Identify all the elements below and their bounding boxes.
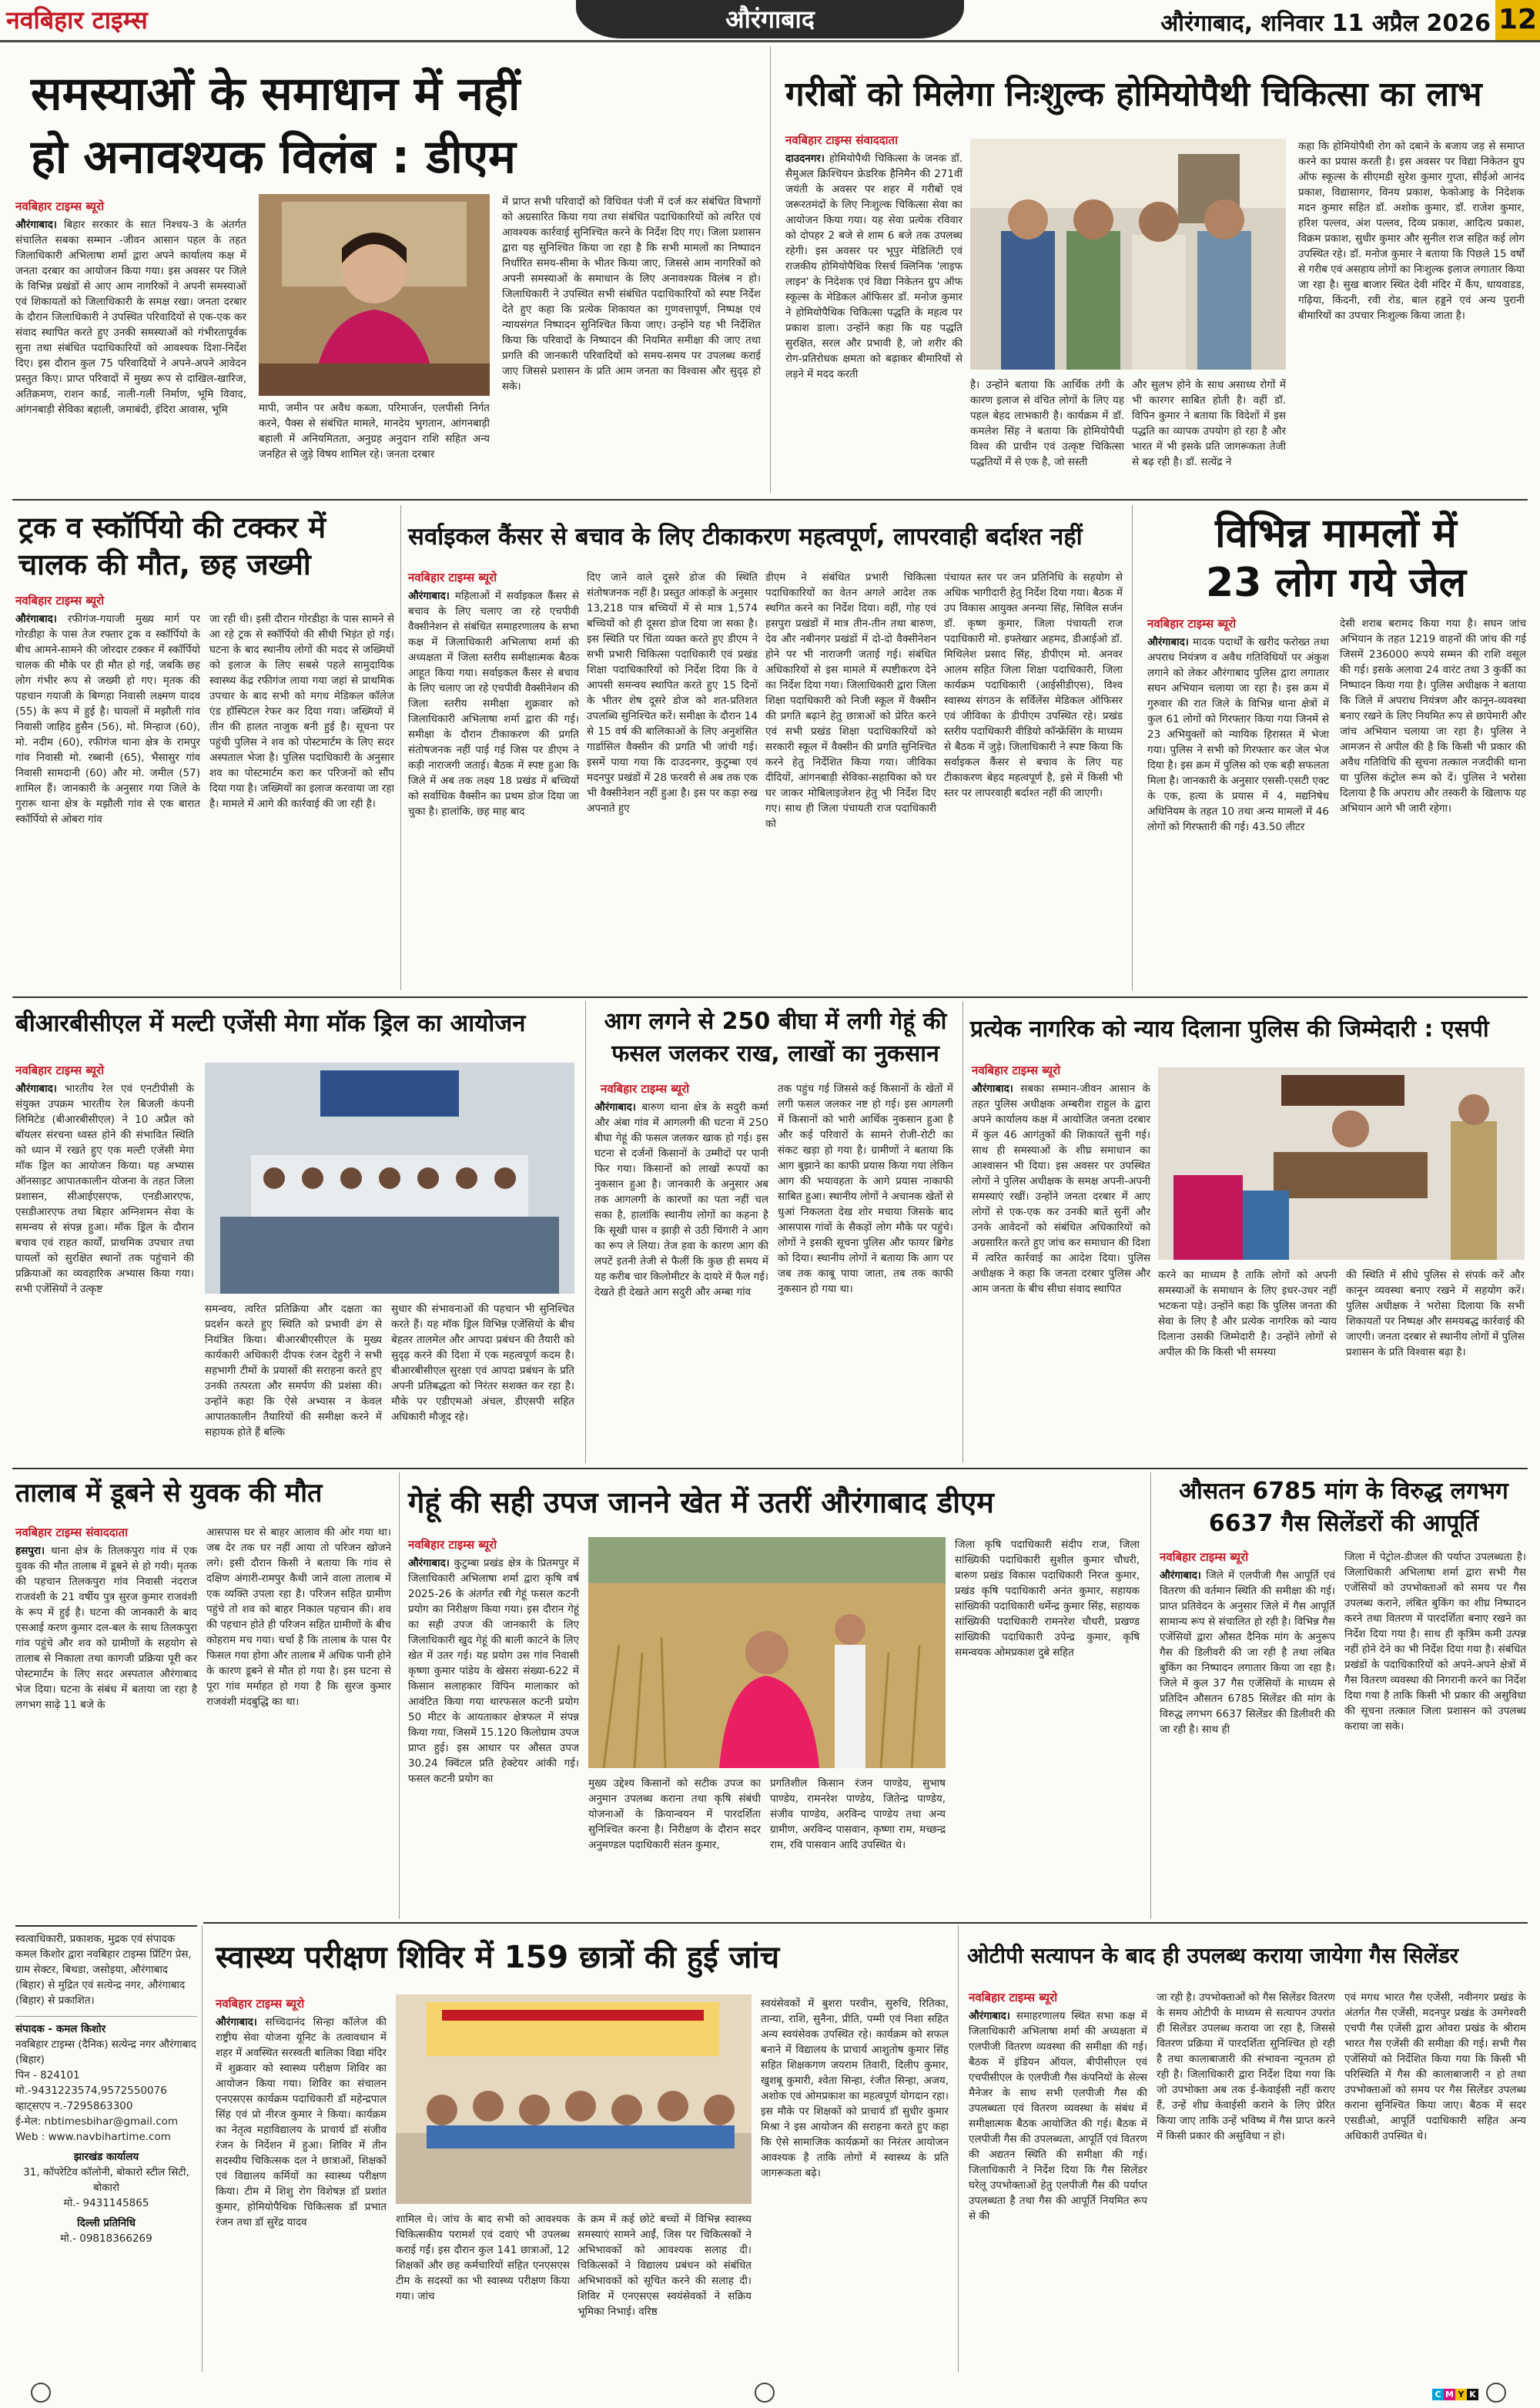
credits-office: नवबिहार टाइम्स (दैनिक) सत्येन्द्र नगर औरंगाबाद (बिहार) [15,2038,196,2066]
credits-email: ई-मेल: nbtimesbihar@gmail.com [15,2115,179,2128]
story-sp-col1: औरंगाबाद। सबका सम्मान-जीवन आसान के तहत पुलिस अधीक्षक अम्बरीश राहुल के द्वारा अपने कार्यालय कक्ष में आयोजित जनता दरबार में कुल 46 आगंतुकों की शिकायतें सुनी गई। साथ ही समस्याओं के शीघ्र समाधान का आश्वासन भी दिया। इस अवसर पर उपस्थित लोगों ने पुलिस अधीक्षक के समक्ष अपनी-अपनी समस्याएं रखीं। उन्होंने जनता दरबार में आए लोगों से एक-एक कर उनकी बातें सुनीं और उनके आवेदनों को संबंधित अधिकारियों को अग्रसारित करते हुए जांच कर समाधान की दिशा में त्वरित कार्रवाई का आदेश दिया। पुलिस अधीक्षक ने कहा कि जनता दरबार पुलिस और आम जनता के बीच सीधा संवाद स्थापित [972,1083,1150,1295]
story-sp-col3: की स्थिति में सीधे पुलिस से संपर्क करें और कानून व्यवस्था बनाए रखने में सहयोग करें। पुलिस अधीक्षक ने भरोसा दिलाया कि सभी शिकायतों पर निष्पक्ष और समयबद्ध कार्रवाई की जाएगी। जनता दरबार से स्थानीय लोगों में पुलिस प्रशासन के प्रति विश्वास बढ़ा है। [1346,1269,1525,1358]
story-fire-headline-line2: फसल जलकर राख, लाखों का नुकसान [611,1040,939,1067]
story-dm-col1: औरंगाबाद। बिहार सरकार के सात निश्चय-3 के अंतर्गत संचालित सबका सम्मान -जीवन आसान पहल के तहत जिलाधिकारी अभिलाषा शर्मा द्वारा अपने कार्यालय कक्ष में जनता दरबार का आयोजन किया गया। इस अवसर पर जिले के विभिन्न प्रखंडों से आए आम नागरिकों ने अपनी समस्याओं एवं शिकायतों को जिलाधिकारी के समक्ष रखा। जनता दरबार के दौरान जिलाधिकारी ने उपस्थित परिवादियों से एक-एक कर संवाद स्थापित करते हुए उनकी समस्याओं को गंभीरतापूर्वक सुना तथा संबंधित पदाधिकारियों को आवश्यक दिशा-निर्देश दिए। इस दौरान कुल 75 परिवादियों ने अपने-अपने आवेदन प्रस्तुत किए। प्राप्त परिवादों में मुख्य रूप से दाखिल-खारिज, अतिक्रमण, राशन कार्ड, नाली-गली निर्माण, भूमि विवाद, आंगनबाड़ी सेविका बहाली, जमाबंदी, इंदिरा आवास, भूमि [15,219,246,416]
story-accident-headline-line1: ट्रक व स्कॉर्पियो की टक्कर में [18,511,326,544]
story-cervical-byline: नवबिहार टाइम्स ब्यूरो [408,571,497,584]
credits-delhi-phone: मो.- 09818366269 [60,2232,152,2245]
story-homeopathy-photo [970,139,1286,370]
story-lpg-col1: औरंगाबाद। जिले में एलपीजी गैस आपूर्ति एवं वितरण की वर्तमान स्थिति की समीक्षा की गई। प्राप्त प्रतिवेदन के अनुसार जिले में गैस आपूर्ति सामान्य रूप से संचालित हो रही है। विभिन्न गैस एजेंसियों द्वारा औसत दैनिक मांग के अनुरूप गैस की डिलीवरी की जा रही है तथा लंबित बुकिंग का निष्पादन लगातार किया जा रहा है। जिले में कुल 37 गैस एजेंसियों के माध्यम से प्रतिदिन औसतन 6785 सिलेंडर की मांग के विरुद्ध लगभग 6637 सिलेंडर की डिलीवरी की जा रही है। साथ ही [1160,1569,1335,1736]
story-dm-col2: मापी, जमीन पर अवैध कब्जा, परिमार्जन, एलपीसी निर्गत करने, पैक्स से संबंधित मामले, मानदेय भुगतान, आंगनबाड़ी बहाली में अनियमितता, अनुग्रह अनुदान राशि सहित अन्य जनहित से जुड़े विषय शामिल रहे। जनता दरबार [259,402,490,461]
story-mockdrill-col1: औरंगाबाद। भारतीय रेल एवं एनटीपीसी के संयुक्त उपक्रम भारतीय रेल बिजली कंपनी लिमिटेड (बीआरबीसीएल) ने 10 अप्रैल को बॉयलर संरचना ध्वस्त होने की संभावित स्थिति को ध्यान में रखते हुए एक मल्टी एजेंसी मेगा मॉक ड्रिल का आयोजन किया। यह अभ्यास ऑनसाइट आपातकालीन योजना के तहत जिला प्रशासन, सीआईएसएफ, एनडीआरएफ, एसडीआरएफ तथा बिहार अग्निशमन सेवा के समन्वय से संपन्न हुआ। मॉक ड्रिल के दौरान बचाव एवं राहत कार्यों, प्राथमिक उपचार तथा घायलों को सुरक्षित स्थानों तक पहुंचाने की प्रक्रियाओं का व्यवहारिक अभ्यास किया गया। सभी एजेंसियों ने उत्कृष्ट [15,1083,194,1295]
credits-jharkhand-phone: मो.- 9431145865 [63,2197,149,2209]
story-lpg-byline: नवबिहार टाइम्स ब्यूरो [1160,1550,1249,1564]
story-drowning-headline: तालाब में डूबने से युवक की मौत [15,1478,323,1509]
story-homeopathy-col3: और सुलभ होने के साथ असाध्य रोगों में भी कारगर साबित होती है। वहीं डॉ. विपिन कुमार ने बताया कि विदेशों में इस पद्धति का व्यापक उपयोग हो रहा है और भारत में भी इसके प्रति जागरूकता तेजी से बढ़ रही है। डॉ. सत्येंद्र ने [1132,379,1286,468]
story-sp-photo [1158,1067,1525,1260]
story-wheat-headline: गेहूं की सही उपज जानने खेत में उतरीं औरंगाबाद डीएम [408,1485,994,1519]
story-health-col3: के क्रम में कई छोटे बच्चों में विभिन्न स्वास्थ्य समस्याएं सामने आईं, जिस पर चिकित्सकों ने अभिभावकों को आवश्यक सलाह दी। चिकित्सकों ने विद्यालय प्रबंधन को संबंधित अभिभावकों को सूचित करने की सलाह दी। शिविर में एनएसएस स्वयंसेवकों ने सक्रिय भूमिका निभाई। वरिष्ठ [578,2213,752,2318]
story-health-byline: नवबिहार टाइम्स ब्यूरो [216,1997,305,2011]
credits-jharkhand-address: 31, कॉपरेटिव कॉलोनी, बोकारो स्टील सिटी, बोकारो [23,2166,189,2194]
story-drowning-col1: हसपुरा। थाना क्षेत्र के तिलकपुरा गांव में एक युवक की मौत तालाब में डूबने से हो गयी। मृतक की पहचान तिलकपुरा गांव निवासी नंदराज राजवंशी के 21 वर्षीय पुत्र सुरज कुमार राजवंशी के रूप में हुई है। घटना की जानकारी के बाद एसआई करण कुमार दल-बल के साथ तिलकपुरा गांव पहुंचे और शव को ग्रामीणों के सहयोग से तालाब से निकाला तथा कागजी प्रक्रिया पूरी कर पोस्टमार्टम के लिए सदर अस्पताल औरंगाबाद भेज दिया। घटना के संबंध में बताया जा रहा है लगभग साढ़े 11 बजे के [15,1545,197,1711]
cmyk-color-bar [1432,2386,1478,2400]
story-cervical-col3: डीएम ने संबंधित प्रभारी चिकित्सा पदाधिकारियों का वेतन अगले आदेश तक स्थगित करने का निर्देश दिया। वहीं, गोह एवं हसपुरा प्रखंडों में मात्र तीन-तीन तथा बारुण, देव और नबीनगर प्रखंडों में दो-दो वैक्सीनेशन होने पर भी नाराजगी जताई गई। संबंधित अधिकारियों से इस मामले में स्पष्टीकरण देने का निर्देश दिया गया। जिलाधिकारी द्वारा जिला शिक्षा पदाधिकारी को निजी स्कूल में वैक्सीन की प्रगति बढ़ाने हेतु छात्राओं को प्रेरित करने एवं सभी प्रखंड शिक्षा पदाधिकारियों को सरकारी स्कूल में वैक्सीन की प्रगति सुनिश्चित करने हेतु निर्देशित किया गया। जीविका दीदियों, आंगनबाड़ी सेविका-सहायिका को घर घर जाकर मोबिलाइजेशन हेतु भी निर्देश दिए गए। साथ ही जिला पंचायती राज पदाधिकारी को [765,571,936,830]
story-health-photo [396,1994,752,2204]
credits-whatsapp: व्हाट्सएप न.-7295863300 [15,2100,133,2112]
brand-logo: नवबिहार टाइम्स [6,5,148,35]
story-homeopathy-col1: दाउदनगर। होमियोपैथी चिकित्सा के जनक डॉ. सैमुअल क्रिश्चियन फ्रेडरिक हैनिमैन की 271वीं जयंती के अवसर पर शहर में गरीबों एवं जरूरतमंदों के लिए निःशुल्क चिकित्सा सेवा का आयोजन किया गया। यह सेवा प्रत्येक रविवार को दोपहर 2 बजे से शाम 6 बजे तक उपलब्ध रहेगी। इस अवसर पर भूपुर मेडिलिटी एवं राजकीय होमियोपैथिक रिसर्च क्लिनिक 'लाइफ लाइन' के निदेशक एवं विद्या निकेतन ग्रुप ऑफ स्कूल्स के मेडिकल ऑफिसर डॉ. मनोज कुमार ने होमियोपैथिक चिकित्सा पद्धति के महत्व पर प्रकाश डाला। उन्होंने कहा कि यह पद्धति सुरक्षित, सरल और प्रभावी है, जो शरीर की रोग-प्रतिरोधक क्षमता को बढ़ाकर बीमारियों से लड़ने में मदद करती [785,152,962,380]
story-jail-col1: औरंगाबाद। मादक पदार्थों के खरीद फरोख्त तथा अपराध नियंत्रण व अवैध गतिविधियों पर अंकुश लगाने को लेकर औरंगाबाद पुलिस द्वारा लगातार सघन अभियान चलाया जा रहा है। इस क्रम में गुरुवार की रात जिले के विभिन्न थाना क्षेत्रों में कुल 61 लोगों को गिरफ्तार किया गया जिनमें से 23 अभियुक्तों को न्यायिक हिरासत में भेजा गया। पुलिस ने सभी को गिरफ्तार कर जेल भेज दिया है। इस क्रम में पुलिस को एक बड़ी सफलता मिला है। जानकारी के अनुसार एससी-एसटी एक्ट के एक, हत्या के प्रयास में 4, मद्यनिषेध अधिनियम के तहत 10 तथा अन्य मामलों में 46 लोगों को गिरफ्तारी की गई। 43.50 लीटर [1147,636,1329,833]
story-cervical-col4: पंचायत स्तर पर जन प्रतिनिधि के सहयोग से अधिक भागीदारी हेतु निर्देश दिया गया। बैठक में उप विकास आयुक्त अनन्या सिंह, सिविल सर्जन डॉ. कृष्ण कुमार, जिला पंचायती राज पदाधिकारी मो. इफ्तेखार अहमद, डीआईओ डॉ. मिथिलेश प्रसाद सिंह, डीपीएम मो. अनवर आलम सहित जिला शिक्षा पदाधिकारी, जिला कार्यक्रम पदाधिकारी (आईसीडीएस), विश्व स्वास्थ्य संगठन के सर्विलेंस मेडिकल ऑफिसर एवं जीविका के डीपीएम उपस्थित रहे। प्रखंड स्तरीय पदाधिकारी वीडियो कॉन्फ्रेंसिंग के माध्यम से बैठक में जुड़े। जिलाधिकारी ने स्पष्ट किया कि सर्वाइकल कैंसर से बचाव के लिए यह टीकाकरण बेहद महत्वपूर्ण है, इसे में किसी भी स्तर पर लापरवाही बर्दाश्त नहीं की जाएगी। [944,571,1123,799]
story-jail-headline-line2: 23 लोग गये जेल [1206,560,1466,606]
story-wheat-col3: जिला कृषि पदाधिकारी संदीप राज, जिला सांख्यिकी पदाधिकारी सुशील कुमार चौधरी, बारुण प्रखंड विकास पदाधिकारी निरज कुमार, प्रखंड कृषि पदाधिकारी अनंत कुमार, सहायक सांख्यिकी पदाधिकारी धर्मेन्द्र कुमार सिंह, सहायक सांख्यिकी पदाधिकारी रामनरेश चौधरी, प्रखण्ड सांख्यिकी पदाधिकारी उपेन्द्र कुमार, कृषि समन्वयक ओमप्रकाश दुबे सहित [955,1539,1140,1659]
story-mockdrill-col3: सुधार की संभावनाओं की पहचान भी सुनिश्चित करते हैं। यह मॉक ड्रिल विभिन्न एजेंसियों के बीच बेहतर तालमेल और आपदा प्रबंधन की तैयारी को सुदृढ़ करने की दिशा में एक महत्वपूर्ण कदम है। बीआरबीसीएल सुरक्षा एवं आपदा प्रबंधन के प्रति अपनी प्रतिबद्धता को निरंतर सशक्त कर रहा है। मौके पर एडीएमओ अंचल, डीएसपी सहित अधिकारी मौजूद रहे। [391,1303,574,1423]
publisher-credits [15,1925,197,2378]
story-otp-byline: नवबिहार टाइम्स ब्यूरो [969,1991,1058,2004]
section-title: औरंगाबाद [576,0,964,39]
story-homeopathy-col4: कहा कि होमियोपैथी रोग को दबाने के बजाय जड़ से समाप्त करने का प्रयास करती है। इस अवसर पर विद्या निकेतन ग्रुप ऑफ स्कूल्स के सीएमडी सुरेश कुमार गुप्ता, सीईओ आनंद प्रकाश, विद्यासागर, विनय प्रकाश, फेकोआइ के निदेशक मदन कुमार सहित डॉ. अशोक कुमार, डॉ. राजेश कुमार, हरिश पल्लव, अंश पल्लव, दिव्य प्रकाश, आदित्य प्रकाश, विक्रम प्रकाश, सुधीर कुमार और सुनील राज सहित कई लोग उपस्थित रहे। डॉ. मनोज कुमार ने बताया कि पिछले 15 वर्षों से गरीब एवं असहाय लोगों का निःशुल्क इलाज लगातार किया जा रहा है। सुख बाजार स्थित देवी मंदिर में कैंप, धायवाडड, गढ़िया, किंदनी, रवी रोड, बाल हड्डने एवं अन्य पुरानी बीमारियों का उपचार निःशुल्क किया जाता है। [1298,140,1525,322]
story-sp-col2: करने का माध्यम है ताकि लोगों को अपनी समस्याओं के समाधान के लिए इधर-उधर नहीं भटकना पड़े। उन्होंने कहा कि पुलिस जनता की सेवा के लिए है और प्रत्येक नागरिक को न्याय दिलाना उसकी जिम्मेदारी है। उन्होंने लोगों से अपील की कि किसी भी समस्या [1158,1269,1337,1358]
story-homeopathy-headline: गरीबों को मिलेगा निःशुल्क होमियोपैथी चिकित्सा का लाभ [785,75,1482,114]
story-accident-col2: जा रही थी। इसी दौरान गोरडीहा के पास सामने से आ रहे ट्रक से स्कॉर्पियो की सीधी भिड़ंत हो गई। घटना के बाद स्थानीय लोगों की मदद से जख्मियों को इलाज के लिए सबसे पहले सामुदायिक स्वास्थ्य केंद्र रफीगंज लाया गया जहां से प्राथमिक उपचार के बाद सभी को मगध मेडिकल कॉलेज एंड हॉस्पिटल रेफर कर दिया गया। जख्मियों में तीन की हालत नाजुक बनी हुई है। सूचना पर पहुंची पुलिस ने शव को पोस्टमार्टम के लिए सदर अस्पताल भेजा है। पुलिस पदाधिकारी के अनुसार शव का पोस्टमार्टम करा कर परिजनों को सौंप दिया गया है। जख्मियों का इलाज करवाया जा रहा है। मामले में आगे की कार्रवाई की जा रही है। [209,613,394,810]
story-wheat-photo [588,1537,946,1768]
credits-editor: संपादक - कमल किशोर [15,2023,106,2035]
credits-pin: पिन - 824101 [15,2069,80,2081]
story-health-headline: स्वास्थ्य परीक्षण शिविर में 159 छात्रों की हुई जांच [216,1940,780,1975]
credits-jharkhand-heading: झारखंड कार्यालय [73,2151,139,2163]
story-accident-headline-line2: चालक की मौत, छह जख्मी [18,548,311,581]
story-wheat-col1: औरंगाबाद। कुटुम्बा प्रखंड क्षेत्र के प्रितमपुर में जिलाधिकारी अभिलाषा शर्मा द्वारा कृषि वर्ष 2025-26 के अंतर्गत रबी गेहूं फसल कटनी प्रयोग का निरीक्षण किया गया। इस दौरान गेहूं का सही उपज की जानकारी के लिए जिलाधिकारी खुद गेहूं की बाली काटने के लिए खेत में उतर गई। यह प्रयोग उस गांव निवासी कृष्णा कुमार पांडेय के खेसरा संख्या-622 में किसान सलाहकार विपिन मालाकार को आवंटित किया गया थारफसल कटनी प्रयोग 50 मीटर के आयताकार क्षेत्रफल में संपन्न किया गया, जिसमें 15.120 किलोग्राम उपज प्राप्त हुई। इस आधार पर औसत उपज 30.24 क्विंटल प्रति हेक्टेयर आंकी गई। फसल कटनी प्रयोग का [408,1557,579,1785]
credits-web: Web : www.navbihartime.com [15,2131,171,2143]
cmyk-c: C [1432,2389,1444,2400]
story-otp-col3: एवं मगध भारत गैस एजेंसी, नवीनगर प्रखंड के अंतर्गत गैस एजेंसी, मदनपुर प्रखंड के उमगेश्वरी एचपी गैस एजेंसी द्वारा ओवरा प्रखंड के श्रीराम भारत गैस एजेंसी की समीक्षा की गई। सभी गैस एजेंसियों को निर्देशित किया गया कि किसी भी परिस्थिति में गैस की कालाबाजारी न हो तथा उपभोक्ताओं को समय पर गैस सिलेंडर उपलब्ध कराना सुनिश्चित किया जाए। बैठक में सदर एसडीओ, आपूर्ति पदाधिकारी सहित अन्य अधिकारी उपस्थित थे। [1344,1991,1526,2142]
story-sp-byline: नवबिहार टाइम्स ब्यूरो [972,1063,1061,1077]
story-dm-photo [259,194,490,396]
story-wheat-col2: मुख्य उद्देश्य किसानों को सटीक उपज का अनुमान उपलब्ध कराना तथा कृषि संबंधी योजनाओं के क्रियान्वयन में पारदर्शिता सुनिश्चित करना है। निरीक्षण के दौरान सदर अनुमण्डल पदाधिकारी संतन कुमार, [588,1777,761,1851]
column-divider [770,46,771,493]
story-cervical-headline: सर्वाइकल कैंसर से बचाव के लिए टीकाकरण महत्वपूर्ण, लापरवाही बर्दाश्त नहीं [408,523,1083,551]
story-accident-col1: औरंगाबाद। रफीगंज-गयाजी मुख्य मार्ग पर गोरडीहा के पास तेज रफ्तार ट्रक व स्कॉर्पियो के बीच आमने-सामने की जोरदार टक्कर में स्कॉर्पियो चालक की मौके पर ही मौत हो गई, जबकि छह लोग गंभीर रूप से जख्मी हो गए। मृतक की पहचान गयाजी के बिग्गहा निवासी लक्ष्मण यादव (55) के रूप में हुई है। घायलों में मझौली गांव निवासी जाहिद हुसैन (56), मो. मिन्हाज (60), मो. नदीम (60), रफीगंज थाना क्षेत्र के रामपुर गांव निवासी मो. रब्बानी (65), भैसासुर गांव निवासी सामदानी (60) और मो. जमील (57) शामिल हैं। जानकारी के अनुसार गया जिले के गुरारू थाना क्षेत्र के मझौली गांव से एक बारात स्कॉर्पियो से ओबरा गांव [15,613,200,826]
story-mockdrill-byline: नवबिहार टाइम्स ब्यूरो [15,1063,105,1077]
cmyk-y: Y [1455,2389,1467,2400]
story-fire-col1: औरंगाबाद। बारुण थाना क्षेत्र के सदुरी कर्मा और अंबा गांव में आगलगी की घटना में 250 बीघा गेहूं की फसल जलकर खाक हो गई। इस घटना से दर्जनों किसानों के उम्मीदों पर पानी फिर गया। किसानों को लाखों रूपयों का नुकसान हुआ है। जानकारी के अनुसार अब तक आगलगी के कारणों का पता नहीं चल सका है, हालांकि स्थानीय लोगों का कहना है कि सूखी घास व झाड़ी से उठी चिंगारी ने आग का रूप ले लिया। तेज हवा के कारण आग की लपटें इतनी तेजी से फैलीं कि कुछ ही समय में यह करीब चार किलोमीटर के दायरे में फैल गई। देखते ही देखते आग सदुरी और अम्बा गांव [594,1101,768,1298]
credits-publisher-line: स्वत्वाधिकारी, प्रकाशक, मुद्रक एवं संपादक कमल किशोर द्वारा नवबिहार टाइम्स प्रिंटिंग प्रेस, ग्राम सेक्टर, बिथडा, जसोइया, औरंगाबाद (बिहार) से मुद्रित एवं सत्येन्द्र नगर, औरंगाबाद (बिहार) से प्रकाशित। [15,1933,192,2007]
credits-mobile: मो.-9431223574,9572550076 [15,2085,167,2097]
story-health-col1: औरंगाबाद। सच्चिदानंद सिन्हा कॉलेज की राष्ट्रीय सेवा योजना यूनिट के तत्वावधान में शहर में अवस्थित सरस्वती बालिका विद्या मंदिर में शुक्रवार को स्वास्थ्य परीक्षण शिविर का आयोजन किया गया। शिविर का संचालन एनएसएस कार्यक्रम पदाधिकारी डॉ महेन्द्रपाल सिंह एवं प्रो नीरज कुमार ने किया। कार्यक्रम का नेतृत्व महाविद्यालय के प्राचार्य डॉ संजीव रंजन के निर्देशन में हुआ। शिविर में तीन सदस्यीय चिकित्सक दल ने छात्राओं, शिक्षकों एवं विद्यालय कर्मियों का स्वास्थ्य परीक्षण किया। टीम में शिशु रोग विशेषज्ञ डॉ प्रशांत कुमार, होमियोपैथिक चिकित्सक डॉ प्रभात रंजन तथा डॉ सुरेंद्र यादव [216,2016,387,2229]
story-wheat-byline: नवबिहार टाइम्स ब्यूरो [408,1538,497,1552]
story-dm-headline-line1: समस्याओं के समाधान में नहीं [31,67,521,121]
story-lpg-col2: जिला में पेट्रोल-डीजल की पर्याप्त उपलब्धता है। जिलाधिकारी अभिलाषा शर्मा द्वारा सभी गैस एजेंसियों को उपभोक्ताओं को समय पर गैस उपलब्ध कराने, लंबित बुकिंग का शीघ्र निष्पादन करने तथा वितरण में पारदर्शिता बनाए रखने का निर्देश दिया गया है। साथ ही कृत्रिम कमी उत्पन्न नहीं होने देने का भी निर्देश दिया गया है। संबंधित प्रखंडों के पदाधिकारियों को अपने-अपने क्षेत्रों में गैस वितरण व्यवस्था की निगरानी करने का निर्देश दिया गया है ताकि किसी भी प्रकार की असुविधा की सूचना तत्काल जिला प्रशासन को उपलब्ध कराया जा सके। [1344,1551,1526,1733]
dateline: औरंगाबाद, शनिवार 11 अप्रैल 2026 [1160,10,1491,37]
story-drowning-byline: नवबिहार टाइम्स संवाददाता [15,1526,128,1539]
story-health-col2: शामिल थे। जांच के बाद सभी को आवश्यक चिकित्सकीय परामर्श एवं दवाएं भी उपलब्ध कराई गईं। इस दौरान कुल 141 छात्राओं, 12 शिक्षकों और छह कर्मचारियों सहित एनएसएस टीम के सदस्यों का भी स्वास्थ्य परीक्षण किया गया। जांच [396,2213,570,2303]
story-dm-col3: में प्राप्त सभी परिवादों को विधिवत पंजी में दर्ज कर संबंधित विभागों को अग्रसारित किया गया तथा संबंधित पदाधिकारियों को त्वरित एवं आवश्यक कार्रवाई सुनिश्चित करने के निर्देश दिए गए। जिला प्रशासन द्वारा यह सुनिश्चित किया जा रहा है कि सभी मामलों का निष्पादन निर्धारित समय-सीमा के भीतर किया जाए, जिससे आम नागरिकों को अपनी समस्याओं के समाधान के लिए अनावश्यक विलंब न हो। जिलाधिकारी ने उपस्थित सभी संबंधित पदाधिकारियों को स्पष्ट निर्देश देते हुए कहा कि प्रत्येक शिकायत का गुणवत्तापूर्ण, निष्पक्ष एवं न्यायसंगत निष्पादन सुनिश्चित किया जाए। उन्होंने यह भी निर्देशित किया कि परिवादों के निष्पादन की नियमित समीक्षा की जाए तथा प्रगति की जानकारी परिवादियों को समय-समय पर उपलब्ध कराई जाए जिससे प्रशासन के प्रति आम जनता का विश्वास और सुदृढ़ हो सके। [502,196,761,393]
story-jail-byline: नवबिहार टाइम्स ब्यूरो [1147,617,1237,631]
story-jail-headline-line1: विभिन्न मामलों में [1215,511,1457,557]
story-wheat-col4: प्रगतिशील किसान रंजन पाण्डेय, सुभाष पाण्डेय, रामनरेश पाण्डेय, जितेन्द्र पाण्डेय, संजीव पाण्डेय, अरविन्द पाण्डेय तथा अन्य ग्रामीण, अरविन्द पासवान, कृष्णा राम, मच्छन्द्र राम, रवि पासवान आदि उपस्थित थे। [770,1777,946,1851]
story-otp-col1: औरंगाबाद। समाहरणालय स्थित सभा कक्ष में जिलाधिकारी अभिलाषा शर्मा की अध्यक्षता में एलपीजी वितरण व्यवस्था की समीक्षा की गई। बैठक में इंडियन ऑयल, बीपीसीएल एवं एचपीसीएल के एलपीजी गैस कंपनियों के सेल्स मैनेजर के साथ सभी एलपीजी गैस की उपलब्धता एवं वितरण व्यवस्था के संबंध में समीक्षात्मक बैठक आयोजित की गई। बैठक में एलपीजी गैस की उपलब्धता, आपूर्ति एवं वितरण की अद्यतन स्थिति की समीक्षा की गई। जिलाधिकारी ने निर्देश दिया कि गैस सिलेंडर घरेलू उपभोक्ताओं हेतु एलपीजी गैस की पर्याप्त उपलब्धता है तथा गैस की आपूर्ति नियमित रूप से की [969,2010,1147,2222]
story-fire-headline-line1: आग लगने से 250 बीघा में लगी गेहूं की [604,1008,947,1035]
registration-mark [1486,2383,1506,2403]
story-fire-byline: नवबिहार टाइम्स ब्यूरो [601,1082,690,1096]
credits-delhi-heading: दिल्ली प्रतिनिधि [77,2217,136,2229]
page-number: 12 [1495,0,1540,40]
story-cervical-col2: दिए जाने वाले दूसरे डोज की स्थिति संतोषजनक नहीं है। प्रस्तुत आंकड़ों के अनुसार 13,218 पात्र बच्चियों में से मात्र 1,574 बच्चियों को ही दूसरा डोज दिया जा सका है। इस स्थिति पर चिंता व्यक्त करते हुए डीएम ने सभी प्रभारी चिकित्सा पदाधिकारी एवं प्रखंड शिक्षा पदाधिकारियों को निर्देश दिया कि वे आपसी समन्वय स्थापित करते हुए 15 दिनों के भीतर शेष दूसरे डोज को शत-प्रतिशत उपलब्धि सुनिश्चित करें। समीक्षा के दौरान 14 से 15 वर्ष की बालिकाओं के लिए अनुशंसित गार्डासिल वैक्सीन की प्रगति भी जांची गई। इसमें पाया गया कि दाउदनगर, कुटुम्बा एवं मदनपुर प्रखंडों में 28 फरवरी से अब तक एक भी वैक्सीनेशन नहीं हुआ है। इस पर कड़ा रुख अपनाते हुए [587,571,758,815]
story-fire-col2: तक पहुंच गई जिससे कई किसानों के खेतों में लगी फसल जलकर नष्ट हो गई। इस आगलगी में किसानों को भारी आर्थिक नुकसान हुआ है और कई परिवारों के सामने रोजी-रोटी का संकट खड़ा हो गया है। ग्रामीणों ने बताया कि आग बुझाने का काफी प्रयास किया गया लेकिन आग की भयावहता के आगे प्रयास नाकाफी साबित हुआ। स्थानीय लोगों ने अचानक खेतों से धुआं निकलता देख शोर मचाया जिसके बाद आसपास गांवों के सैकड़ों लोग मौके पर पहुंचे। लोगों ने इसकी सूचना पुलिस और फायर ब्रिगेड को दिया। स्थानीय लोगों ने बताया कि आग पर जब तक काबू पाया जाता, तब तक काफी नुकसान हो गया था। [778,1083,953,1295]
story-jail-col2: देसी शराब बरामद किया गया है। सघन जांच अभियान के तहत 1219 वाहनों की जांच की गई जिसमें 236000 रूपये सम्मन की राशि वसूल की गई। इसके अलावा 24 वारंट तथा 3 कुर्की का निष्पादन किया गया है। पुलिस अधीक्षक ने बताया कि जिले में अपराध नियंत्रण और कानून-व्यवस्था बनाए रखने के लिए नियमित रूप से छापेमारी और जांच अभियान चलाया जा रहा है। पुलिस ने आमजन से अपील की है कि किसी भी प्रकार की अवैध गतिविधि की सूचना तत्काल नजदीकी थाना या पुलिस कंट्रोल रूम को दें। पुलिस ने भरोसा दिलाया है कि अपराध और तस्करी के खिलाफ यह अभियान आगे भी जारी रहेगा। [1340,618,1526,815]
story-cervical-col1: औरंगाबाद। महिलाओं में सर्वाइकल कैंसर से बचाव के लिए चलाए जा रहे एचपीवी वैक्सीनेशन से संबंधित समाहरणालय के सभा कक्ष में जिलाधिकारी अभिलाषा शर्मा की अध्यक्षता में जिला स्तरीय समीक्षात्मक बैठक आहूत किया गया। सर्वाइकल कैंसर से बचाव के लिए चलाए जा रहे एचपीवी वैक्सीनेशन की जिला स्तरीय समीक्षा शुक्रवार को जिलाधिकारी अभिलाषा शर्मा द्वारा की गई। समीक्षा के दौरान टीकाकरण की प्रगति संतोषजनक नहीं पाई गई जिस पर डीएम ने कड़ी नाराजगी जताई। बैठक में स्पष्ट हुआ कि जिले में अब तक लक्ष्य 18 प्रखंड में बच्चियों को सर्वाधिक वैक्सीन का प्रथम डोज दिया जा चुका है। हालांकि, छह माह बाद [408,590,579,818]
story-mockdrill-col2: समन्वय, त्वरित प्रतिक्रिया और दक्षता का प्रदर्शन करते हुए स्थिति को प्रभावी ढंग से नियंत्रित किया। बीआरबीएसीएल के मुख्य कार्यकारी अधिकारी दीपक रंजन देहुरी ने सभी सहभागी टीमों के प्रयासों की सराहना करते हुए उनकी तत्परता और समर्पण की प्रशंसा की। उन्होंने कहा कि ऐसे अभ्यास न केवल आपातकालीन तैयारियों की समीक्षा करने में सहायक होते हैं बल्कि [205,1303,382,1438]
registration-mark [31,2383,51,2403]
story-health-col4: स्वयंसेवकों में बुशरा परवीन, सुरुचि, रितिका, तान्या, राशि, सुनैना, प्रीति, पम्मी एवं निशा सहित अन्य स्वयंसेवक उपस्थित रहे। कार्यक्रम को सफल बनाने में विद्यालय के प्राचार्य आशुतोष कुमार सिंह सहित शिक्षकगण जयराम तिवारी, दिलीप कुमार, खुशबू कुमारी, श्वेता सिन्हा, रंजीत सिन्हा, अजय, अशोक एवं ओमप्रकाश का महत्वपूर्ण योगदान रहा। इस मौके पर शिक्षकों को प्राचार्य डॉ सुधीर कुमार मिश्रा ने इस आयोजन की सराहना करते हुए कहा कि ऐसे सामाजिक कार्यक्रमों का निरंतर आयोजन आवश्यक है ताकि लोगों में स्वास्थ्य के प्रति जागरूकता बढ़े। [761,1998,949,2179]
story-homeopathy-col2: है। उन्होंने बताया कि आर्थिक तंगी के कारण इलाज से वंचित लोगों के लिए यह पहल बेहद लाभकारी है। कार्यक्रम में डॉ. कमलेश सिंह ने बताया कि होमियोपैथी विश्व की प्राचीन एवं उत्कृष्ट चिकित्सा पद्धतियों में से एक है, जो सस्ती [970,379,1124,468]
section-divider [12,499,1528,501]
story-dm-byline: नवबिहार टाइम्स ब्यूरो [15,199,105,213]
story-lpg-headline-line2: 6637 गैस सिलेंडरों की आपूर्ति [1208,1510,1479,1537]
cmyk-k: K [1467,2389,1478,2400]
story-mockdrill-photo [205,1063,574,1294]
story-sp-headline: प्रत्येक नागरिक को न्याय दिलाना पुलिस की जिम्मेदारी : एसपी [970,1016,1489,1043]
story-lpg-headline-line1: औसतन 6785 मांग के विरुद्ध लगभग [1179,1478,1508,1505]
registration-mark [755,2383,775,2403]
story-otp-col2: जा रही है। उपभोक्ताओं को गैस सिलेंडर वितरण के समय ओटीपी के माध्यम से सत्यापन उपरांत ही सिलेंडर उपलब्ध कराया जा रहा है, जिससे वितरण प्रक्रिया में पारदर्शिता सुनिश्चित हो रही है तथा कालाबाजारी की संभावना न्यूनतम हो रही है। जिलाधिकारी द्वारा निर्देश दिया गया कि जो उपभोक्ता अब तक ई-केवाईसी नहीं कराए हैं, उन्हें शीघ्र केवाईसी कराने के लिए प्रेरित किया जाए ताकि उन्हें भविष्य में गैस प्राप्त करने में किसी प्रकार की असुविधा न हो। [1157,1991,1335,2142]
story-mockdrill-headline: बीआरबीसीएल में मल्टी एजेंसी मेगा मॉक ड्रिल का आयोजन [15,1010,526,1037]
story-homeopathy-byline: नवबिहार टाइम्स संवाददाता [785,133,898,147]
story-otp-headline: ओटीपी सत्यापन के बाद ही उपलब्ध कराया जायेगा गैस सिलेंडर [967,1943,1459,1968]
story-drowning-col2: आसपास घर से बाहर आलाव की ओर गया था। जब देर तक घर नहीं आया तो परिजन खोजने लगे। इसी दौरान किसी ने बताया कि गांव से दक्षिण अंगारी-रामपुर कैथी जाने वाला तालाब में एक व्यक्ति उपला रहा है। परिजन सहित ग्रामीण पहुंचे तो शव को बाहर निकाल पहचान की। शव की पहचान होते ही परिजन सहित ग्रामीणों के बीच कोहराम मच गया। चर्चा है कि तालाब के पास पैर फिसल गया होगा और तालाब में अधिक पानी होने के कारण डूबने से मौत हो गया है। इस घटना से पूरा गांव मर्माहत हो गया है कि सुरज कुमार राजवंशी मंदबुद्धि का था। [206,1526,391,1708]
cmyk-m: M [1444,2389,1455,2400]
story-dm-headline-line2: हो अनावश्यक विलंब : डीएम [31,130,516,184]
story-accident-byline: नवबिहार टाइम्स ब्यूरो [15,594,105,608]
